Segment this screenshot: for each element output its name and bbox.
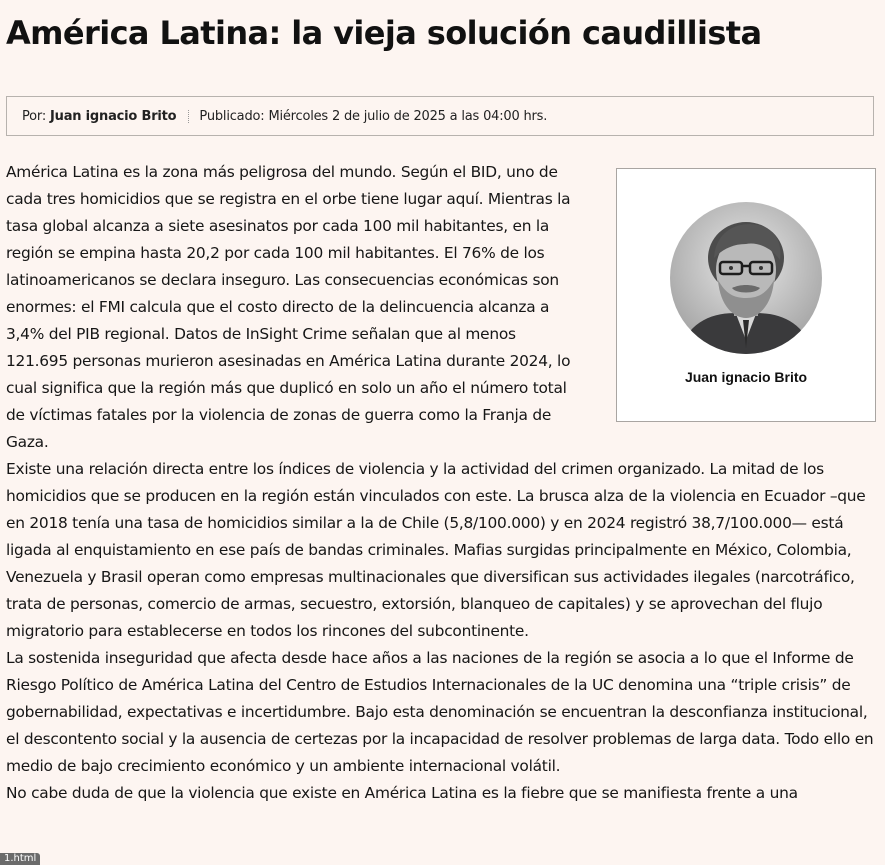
published-label: Publicado: [199, 108, 265, 124]
published-date: Miércoles 2 de julio de 2025 a las 04:00 hrs. [268, 108, 548, 124]
article-paragraph: La sostenida inseguridad que afecta desde hace años a las naciones de la región se asocia a lo que el Informe de Riesgo Político de América Latina del Centro de Estudios Internacionales de la UC denomina una “triple crisis” de gobernabilidad, expectativas e incertidumbre. Bajo esta denominación se encuentran la desconfianza institucional, el descontento social y la ausencia de certezas por la incapacidad de resolver problemas de larga data. Todo ello en medio de bajo crecimiento económico y un ambiente internacional volátil. [6, 649, 874, 775]
article-paragraph: América Latina es la zona más peligrosa del mundo. Según el BID, uno de cada tres homicidios que se registra en el orbe tiene lugar aquí. Mientras la tasa global alcanza a siete asesinatos por cada 100 mil habitantes, en la región se empina hasta 20,2 por cada 100 mil habitantes. El 76% de los latinoamericanos se declara inseguro. Las consecuencias económicas son enormes: el FMI calcula que el costo directo de la delincuencia alcanza a 3,4% del PIB regional. Datos de InSight Crime señalan que al menos 121.695 personas murieron asesinadas en América Latina durante 2024, lo cual significa que la región más que duplicó en solo un año el número total de víctimas fatales por la violencia de zonas de guerra como la Franja de Gaza. [6, 163, 571, 451]
browser-tab-label[interactable]: 1.html [0, 853, 40, 865]
author-card[interactable] [616, 168, 876, 422]
author-card-name: Juan ignacio Brito [684, 369, 808, 385]
article-title: América Latina: la vieja solución caudillista [6, 14, 762, 52]
author-photo-icon [670, 202, 822, 354]
article-paragraph: Existe una relación directa entre los índices de violencia y la actividad del crimen organizado. La mitad de los homicidios que se producen en la región están vinculados con este. La brusca alza de la violencia en Ecuador –que en 2018 tenía una tasa de homicidios similar a la de Chile (5,8/100.000) y en 2024 registró 38,7/100.000— está ligada al enquistamiento en ese país de bandas criminales. Mafias surgidas principalmente en México, Colombia, Venezuela y Brasil operan como empresas multinacionales que diversifican sus actividades ilegales (narcotráfico, trata de personas, comercio de armas, secuestro, extorsión, blanqueo de capitales) y se aprovechan del flujo migratorio para establecerse en todos los rincones del subcontinente. [6, 460, 866, 640]
author-label: Por: [22, 108, 47, 124]
byline-bar [6, 96, 874, 136]
article-paragraph: No cabe duda de que la violencia que existe en América Latina es la fiebre que se manifiesta frente a una [6, 784, 798, 802]
author-link[interactable]: Juan ignacio Brito [50, 108, 177, 124]
byline-divider [188, 110, 189, 123]
author-avatar[interactable] [670, 202, 822, 354]
